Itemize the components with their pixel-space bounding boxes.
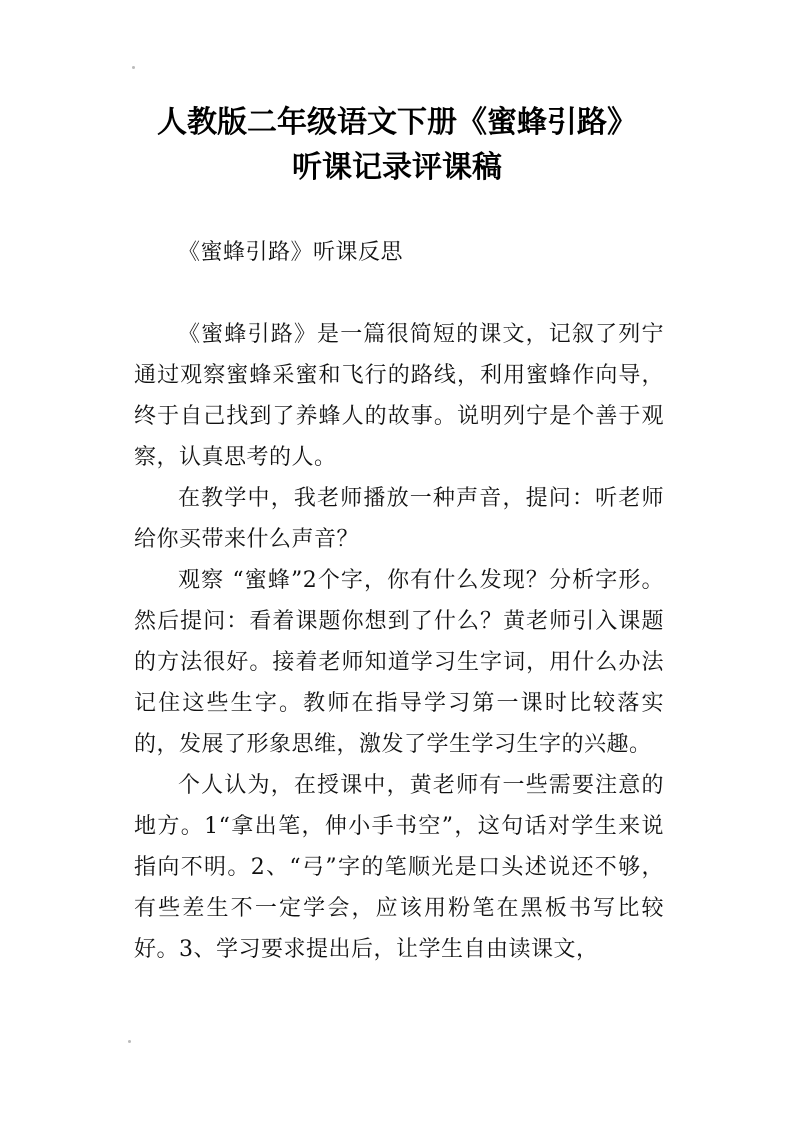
scan-dot-top [132, 66, 135, 69]
document-title [100, 100, 694, 190]
title-line-1: 人教版二年级语文下册《蜜蜂引路》 [157, 105, 637, 140]
paragraph-3: 观察 “蜜蜂”2个字，你有什么发现？分析字形。然后提问：看着课题你想到了什么？黄老师引入课题的方法很好。接着老师知道学习生字词，用什么办法记住这些生字。教师在指导学习第一课时比较落实的，发展了形象思维，激发了学生学习生字的兴趣。 [134, 568, 664, 757]
document-body [134, 232, 664, 970]
paragraph-1: 《蜜蜂引路》是一篇很简短的课文，记叙了列宁通过观察蜜蜂采蜜和飞行的路线，利用蜜蜂作向导，终于自己找到了养蜂人的故事。说明列宁是个善于观察，认真思考的人。 [134, 322, 664, 470]
section-subtitle: 《蜜蜂引路》听课反思 [178, 240, 404, 265]
paragraph-4: 个人认为，在授课中，黄老师有一些需要注意的地方。1“拿出笔，伸小手书空”，这句话对学生来说指向不明。2、“弓”字的笔顺光是口头述说还不够，有些差生不一定学会，应该用粉笔在黑板书写比较好。3、学习要求提出后，让学生自由读课文， [134, 773, 664, 962]
scan-dot-bottom [128, 1040, 131, 1043]
paragraph-2: 在教学中，我老师播放一种声音，提问：听老师给你买带来什么声音？ [134, 486, 664, 552]
title-line-2: 听课记录评课稿 [292, 150, 502, 185]
